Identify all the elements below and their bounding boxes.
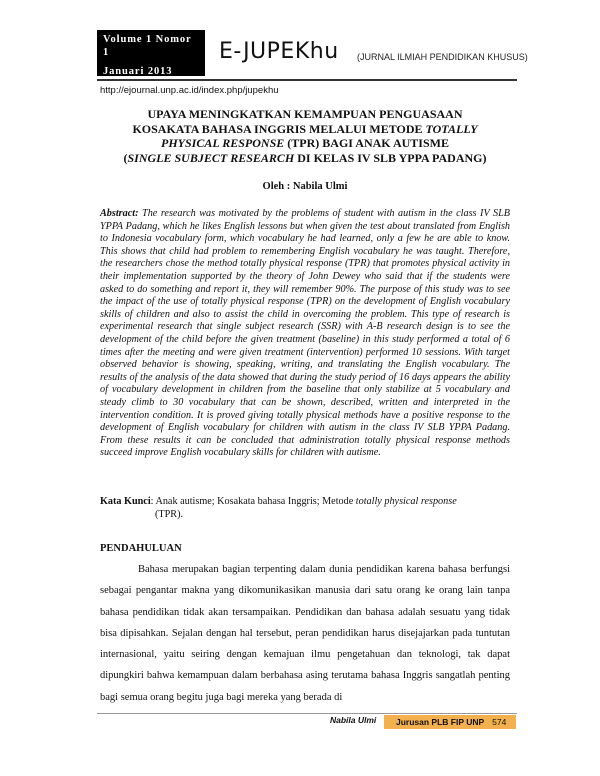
- page-number: 574: [492, 717, 507, 727]
- author-line: Oleh : Nabila Ulmi: [262, 181, 348, 192]
- footer-author: Nabila Ulmi: [330, 715, 377, 725]
- title-line-1: UPAYA MENINGKATKAN KEMAMPUAN PENGUASAAN: [147, 107, 463, 121]
- abstract-label: Abstract:: [100, 208, 139, 219]
- footer-divider: [97, 713, 517, 714]
- header-divider: [97, 79, 517, 81]
- journal-brand: E-JUPEKhu: [219, 39, 339, 64]
- journal-subtitle: (JURNAL ILMIAH PENDIDIKAN KHUSUS): [357, 52, 528, 62]
- journal-url[interactable]: http://ejournal.unp.ac.id/index.php/jupekhu: [100, 85, 279, 96]
- abstract-text: The research was motivated by the problems of student with autism in the class IV SLB YPPA Padang, which he likes English lessons but when given the test about translated from English to Indonesia vocabulary form, which vocabulary he had learned, only a few he are able to know. This shows that child had problem to remembering English vocabulary he was taught. Therefore, the researchers chose the method totally physical response (TPR) that promotes physical activity in their implementation supported by the theory of John Dewey who said that if the students were asked to do something and report it, they will remember 90%. The purpose of this study was to see the impact of the use of totally physical response (TPR) on the development of English vocabulary skills of children and also to assist the child in overcoming the problem. This type of research is experimental research that single subject research (SSR) with A-B research design is to see the development of the child before the given treatment (baseline) in this study performed a total of 6 times after the meeting and were given treatment (intervention) performed 10 sessions. With target observed behavior is showing, speaking, writing, and translating the English vocabulary. The results of the analysis of the data showed that during the study period of 16 days appears the ability of vocabulary development in children from the baseline that only stabilize at 5 vocabulary and steady climb to 30 vocabulary that can be shown, described, written and interpreted in the intervention condition. It is proved giving totally physical methods have a positive response to the development of English vocabulary for children with autism in the class IV SLB YPPA Padang. From these results it can be concluded that administration totally physical response methods succeed improve English vocabulary skills for children with autisme.: [100, 208, 510, 459]
- date-label: Januari 2013: [103, 66, 173, 77]
- keywords-label: Kata Kunci: [100, 496, 151, 507]
- body-paragraph: Bahasa merupakan bagian terpenting dalam dunia pendidikan karena bahasa berfungsi sebagai pengantar makna yang dikomunikasikan manusia dari satu orang ke orang lain tanpa bahasa pendidikan tidak akan tersampaikan. Pendidikan dan bahasa adalah sesuatu yang tidak bisa dipisahkan. Sejalan dengan hal tersebut, peran pendidikan harus disejajarkan pada tuntutan internasional, yaitu seiring dengan kemajuan ilmu pengetahuan dan teknologi, tak dapat dipungkiri bahwa kemampuan dalam berbahasa asing terutama bahasa Inggris sangatlah penting bagi semua orang begitu juga bagi mereka yang berada di: [100, 564, 510, 703]
- title-line-4: (SINGLE SUBJECT RESEARCH DI KELAS IV SLB YPPA PADANG): [123, 150, 487, 165]
- keywords-text: : Anak autisme; Kosakata bahasa Inggris; Metode: [150, 496, 356, 507]
- footer-journal: Jurusan PLB FIP UNP: [396, 717, 485, 727]
- title-line-3: PHYSICAL RESPONSE (TPR) BAGI ANAK AUTISME: [161, 136, 449, 150]
- section-heading: PENDAHULUAN: [100, 543, 182, 554]
- title-line-2: KOSAKATA BAHASA INGGRIS MELALUI METODE TOTALLY: [132, 121, 478, 136]
- paper-title: [100, 107, 510, 165]
- footer-journal-box: [384, 715, 516, 729]
- keywords-text-cont: (TPR).: [155, 509, 184, 520]
- volume-box: [97, 30, 205, 76]
- keywords: [100, 495, 510, 521]
- volume-label: Volume 1 Nomor 1: [103, 34, 192, 58]
- keywords-italic: totally physical response: [355, 496, 457, 507]
- abstract: [100, 208, 510, 460]
